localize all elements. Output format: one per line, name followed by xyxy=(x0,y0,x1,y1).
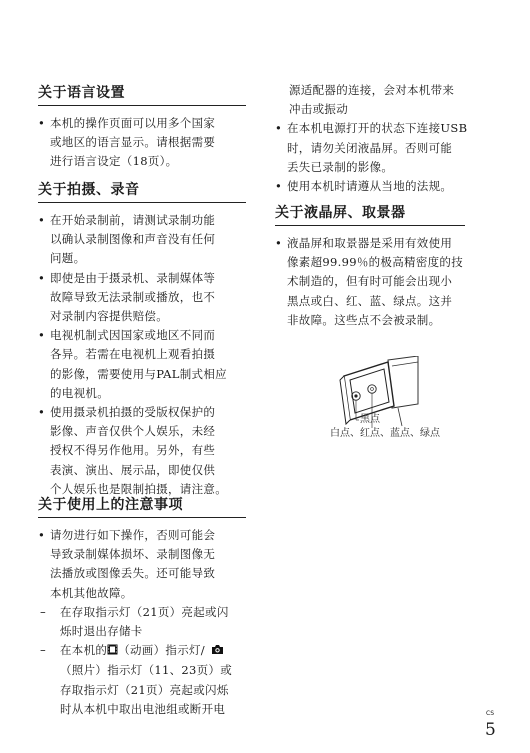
bullet-dot: • xyxy=(275,179,283,194)
bullet-dot: • xyxy=(38,528,46,542)
bullet-dot: • xyxy=(38,116,46,130)
dash-mark: – xyxy=(40,643,47,658)
bullet-dot: • xyxy=(38,270,46,285)
line: 以确认录制图像和声音没有任何 xyxy=(50,232,216,247)
section-title-language: 关于语言设置 xyxy=(38,84,246,106)
dash-item xyxy=(40,641,250,719)
line: 授权不得另作他用。另外，有些 xyxy=(50,443,216,458)
line: 在本机电源打开的状态下连接USB xyxy=(287,121,468,136)
line: 的影像，需要使用与PAL制式相应 xyxy=(50,366,227,381)
bullet-item xyxy=(38,403,246,499)
bullet-item xyxy=(38,211,246,269)
bullet-item xyxy=(38,114,246,172)
continued-lines xyxy=(275,81,487,119)
section-body-lcd xyxy=(275,234,487,330)
line: 导致录制媒体损坏、录制图像无 xyxy=(50,547,216,562)
line: 源适配器的连接，会对本机带来 xyxy=(289,83,455,97)
line: 像素超99.99％的极高精密度的技 xyxy=(287,255,464,270)
line: 使用摄录机拍摄的受版权保护的 xyxy=(50,405,216,420)
line: （照片）指示灯（11、23页）或 xyxy=(60,663,233,678)
line: 对录制内容提供赔偿。 xyxy=(50,309,168,324)
dash-mark: – xyxy=(40,604,47,619)
label-black-dot: 黑点 xyxy=(360,414,380,425)
camera-icon xyxy=(211,642,224,661)
line: 的电视机。 xyxy=(50,385,109,400)
line: 或地区的语言显示。请根据需要 xyxy=(50,135,216,150)
section-body-precautions xyxy=(38,526,250,719)
page-number: 5 xyxy=(485,720,496,740)
section-title-recording: 关于拍摄、录音 xyxy=(38,181,246,203)
line: 个人娱乐也是限制拍摄，请注意。 xyxy=(50,481,227,496)
bullet-dot: • xyxy=(38,405,46,420)
text-run: （动画）指示灯/ xyxy=(118,643,205,658)
line: 法播放或图像丢失。还可能导致 xyxy=(50,566,216,581)
bullet-dot: • xyxy=(38,213,46,227)
line: 黑点或白、红、蓝、绿点。这并 xyxy=(287,293,453,308)
language-code: CS xyxy=(486,710,494,717)
line: 表演、演出、展示品，即使仅供 xyxy=(50,462,216,477)
line: 使用本机时请遵从当地的法规。 xyxy=(287,179,453,194)
bullet-item xyxy=(38,526,250,603)
bullet-item xyxy=(38,269,246,327)
line: 烁时退出存储卡 xyxy=(60,624,143,639)
bullet-item xyxy=(275,177,487,196)
text-run: 在本机的 xyxy=(60,643,108,658)
line: 术制造的，但有时可能会出现小 xyxy=(287,274,453,289)
label-color-dots: 白点、红点、蓝点、绿点 xyxy=(330,428,440,439)
line xyxy=(60,641,250,661)
line: 在开始录制前，请测试录制功能 xyxy=(50,213,216,227)
bullet-dot: • xyxy=(275,121,283,136)
section-body-language xyxy=(38,114,246,172)
bullet-dot: • xyxy=(38,328,46,343)
line: 本机其他故障。 xyxy=(50,585,133,600)
line: 液晶屏和取景器是采用有效使用 xyxy=(287,236,453,250)
movie-icon xyxy=(107,642,118,661)
line: 请勿进行如下操作，否则可能会 xyxy=(50,528,216,542)
bullet-dot: • xyxy=(275,236,283,250)
line: 本机的操作页面可以用多个国家 xyxy=(50,116,216,130)
section-title-lcd: 关于液晶屏、取景器 xyxy=(275,204,465,226)
line: 各异。若需在电视机上观看拍摄 xyxy=(50,347,216,362)
line: 故障导致无法录制或播放，也不 xyxy=(50,289,216,304)
section-body-recording xyxy=(38,211,246,499)
line: 影像、声音仅供个人娱乐，未经 xyxy=(50,424,216,439)
line: 冲击或振动 xyxy=(289,102,348,117)
line: 非故障。这些点不会被录制。 xyxy=(287,312,441,327)
line: 即使是由于摄录机、录制媒体等 xyxy=(50,270,216,285)
dash-item xyxy=(40,603,250,641)
line: 存取指示灯（21页）亮起或闪烁 xyxy=(60,682,229,697)
continued-text xyxy=(275,81,487,196)
line: 时从本机中取出电池组或断开电 xyxy=(60,701,226,716)
bullet-item xyxy=(275,234,487,330)
line: 问题。 xyxy=(50,251,86,266)
line: 在存取指示灯（21页）亮起或闪 xyxy=(60,604,229,619)
section-title-precautions: 关于使用上的注意事项 xyxy=(38,496,246,518)
line: 丢失已录制的影像。 xyxy=(287,159,394,174)
bullet-item xyxy=(38,326,246,403)
bullet-item xyxy=(275,119,487,177)
line: 电视机制式因国家或地区不同而 xyxy=(50,328,216,343)
line: 进行语言设定（18页）。 xyxy=(50,154,178,169)
line: 时，请勿关闭液晶屏。否则可能 xyxy=(287,140,453,155)
